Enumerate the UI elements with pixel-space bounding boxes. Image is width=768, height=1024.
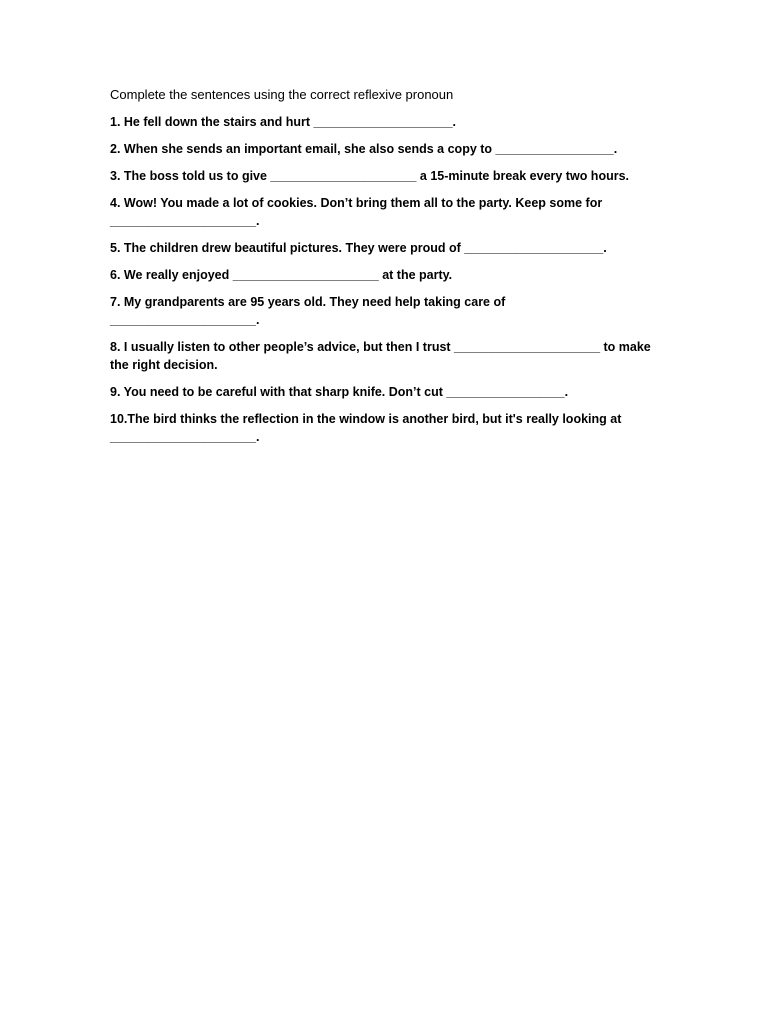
question-6: 6. We really enjoyed _____________________ at the party. [110, 268, 453, 282]
question-7: 7. My grandparents are 95 years old. They need help taking care of _____________________. [110, 295, 509, 327]
worksheet-instructions: Complete the sentences using the correct reflexive pronoun [110, 87, 454, 102]
question-list [110, 113, 658, 446]
question-2: 2. When she sends an important email, she also sends a copy to _________________. [110, 142, 618, 156]
question-1: 1. He fell down the stairs and hurt ____________________. [110, 115, 457, 129]
worksheet-content [110, 86, 658, 455]
question-5: 5. The children drew beautiful pictures. They were proud of ____________________. [110, 241, 607, 255]
question-3: 3. The boss told us to give _____________________ a 15-minute break every two hours. [110, 169, 630, 183]
question-4: 4. Wow! You made a lot of cookies. Don’t bring them all to the party. Keep some for _____________________. [110, 196, 606, 228]
question-8: 8. I usually listen to other people’s advice, but then I trust _____________________ to make the right decision. [110, 340, 655, 372]
question-10: 10.The bird thinks the reflection in the window is another bird, but it's really looking at _____________________. [110, 412, 625, 444]
question-9: 9. You need to be careful with that sharp knife. Don’t cut _________________. [110, 385, 569, 399]
